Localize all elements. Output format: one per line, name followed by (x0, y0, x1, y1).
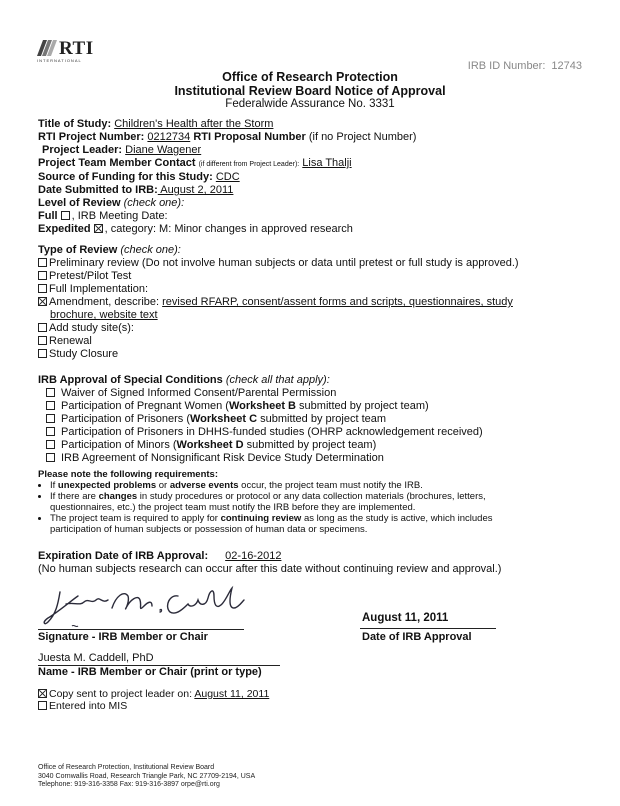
review-option-renewal (38, 335, 584, 348)
submitted-label: Date Submitted to IRB: (38, 184, 158, 196)
irb-id-label: IRB ID Number: (467, 60, 546, 72)
condition-minors (38, 439, 584, 452)
project-number-row (38, 131, 584, 144)
signature-label: Signature - IRB Member or Chair (38, 631, 208, 643)
review-option-label: Add study site(s): (49, 322, 134, 334)
review-option-full-implementation (38, 283, 584, 296)
condition-label: Participation of Minors ( (61, 439, 177, 451)
requirement-item: • If there are changes in study procedures or protocol or any data collection materials (brochures, letters, questionnaires, etc.) the project team must notify the IRB before they are implemented. (50, 491, 584, 513)
conditions-note: (check all that apply): (225, 374, 330, 386)
condition-suffix: submitted by project team (257, 413, 387, 425)
review-option-add-site (38, 322, 584, 335)
full-review-rest: , IRB Meeting Date: (71, 210, 168, 222)
submitted-value: August 2, 2011 (157, 184, 234, 196)
contact-note: (if different from Project Leader): (198, 161, 300, 168)
amendment-description-cont (38, 309, 584, 322)
level-note: (check one): (123, 197, 185, 209)
mis-label: Entered into MIS (49, 700, 128, 712)
full-implementation-checkbox[interactable] (38, 284, 47, 293)
expiration-row (38, 550, 584, 563)
footer-address (38, 764, 255, 790)
contact-label: Project Team Member Contact (38, 157, 196, 169)
funding-value: CDC (215, 171, 240, 183)
condition-pregnant (38, 400, 584, 413)
expiration (38, 550, 584, 576)
submitted-row (38, 184, 584, 197)
review-option-label: Study Closure (49, 348, 119, 360)
requirement-item: • If unexpected problems or adverse events occur, the project team must notify the IRB. (50, 480, 584, 491)
review-option-label: Full Implementation: (49, 283, 149, 295)
footer-line2: 3040 Cornwallis Road, Research Triangle Park, NC 27709-2194, USA (38, 772, 256, 780)
condition-label: Participation of Prisoners in DHHS-funded studies (OHRP acknowledgement received) (61, 426, 483, 438)
condition-waiver (38, 387, 584, 400)
level-label: Level of Review (38, 197, 121, 209)
review-option-preliminary (38, 257, 584, 270)
signature-line (38, 629, 244, 630)
condition-label: Waiver of Signed Informed Consent/Parental Permission (61, 387, 337, 399)
study-title-label: Title of Study: (38, 118, 112, 130)
expedited-review-row (38, 223, 584, 236)
approval-date-label: Date of IRB Approval (362, 631, 472, 643)
full-review-row (38, 210, 584, 223)
amendment-description-line1: revised RFARP, consent/assent forms and scripts, questionnaires, study (162, 296, 513, 308)
contact-value: Lisa Thalji (302, 157, 352, 169)
amendment-checkbox[interactable] (38, 297, 47, 306)
type-of-review-note: (check one): (120, 244, 181, 256)
requirement-item: • The project team is required to apply for continuing review as long as the study is active, which includes participation of human subjects or possession of human data or specimens. (50, 513, 584, 535)
full-review-checkbox[interactable] (61, 211, 70, 220)
footer-line3: Telephone: 919-316-3358 Fax: 919-316-3897 orpe@rti.org (38, 781, 220, 788)
expiration-note: (No human subjects research can occur after this date without continuing review and approval.) (38, 563, 502, 575)
condition-label: IRB Agreement of Nonsignificant Risk Device Study Determination (61, 452, 384, 464)
assurance-number: Federalwide Assurance No. 3331 (225, 98, 395, 110)
notice-title: Institutional Review Board Notice of Approval (174, 84, 446, 98)
pretest-checkbox[interactable] (38, 271, 47, 280)
copy-sent-row (38, 688, 584, 700)
full-label: Full (38, 210, 58, 222)
logo-subtext: INTERNATIONAL (37, 58, 82, 63)
mis-row (38, 700, 584, 712)
requirements-heading: Please note the following requirements: (38, 469, 219, 480)
preliminary-checkbox[interactable] (38, 258, 47, 267)
project-number-label: RTI Project Number: (38, 131, 145, 143)
project-leader-value: Diane Wagener (125, 144, 202, 156)
review-option-label: Preliminary review (Do not involve human subjects or data until pretest or full study is approved.) (49, 257, 519, 269)
review-option-amendment (38, 296, 584, 309)
renewal-checkbox[interactable] (38, 336, 47, 345)
special-conditions (38, 374, 584, 465)
condition-device (38, 452, 584, 465)
rti-logo-icon (37, 40, 57, 56)
proposal-number-label: RTI Proposal Number (193, 131, 306, 143)
review-option-label: Renewal (49, 335, 92, 347)
review-option-label: Amendment, describe: (49, 296, 163, 308)
closure-checkbox[interactable] (38, 349, 47, 358)
worksheet-label: Worksheet B (228, 400, 296, 412)
requirements (38, 469, 584, 535)
expiration-value: 02-16-2012 (225, 550, 282, 562)
prisoners-dhhs-checkbox[interactable] (46, 427, 55, 436)
project-number-value: 0212734 (147, 131, 191, 143)
handwritten-signature (38, 582, 258, 630)
printed-name-label: Name - IRB Member or Chair (print or type) (38, 666, 262, 678)
review-option-pretest (38, 270, 584, 283)
condition-label: Participation of Prisoners ( (61, 413, 190, 425)
condition-prisoners-dhhs (38, 426, 584, 439)
approval-date: August 11, 2011 (362, 612, 449, 624)
study-info (38, 118, 584, 236)
copy-sent-value: August 11, 2011 (194, 688, 270, 700)
funding-row (38, 171, 584, 184)
footer-line1: Office of Research Protection, Institutional Review Board (38, 764, 215, 771)
condition-suffix: submitted by project team) (243, 439, 377, 451)
proposal-number-note: (if no Project Number) (308, 131, 417, 143)
waiver-checkbox[interactable] (46, 388, 55, 397)
logo-text: RTI (59, 38, 94, 59)
expedited-label: Expedited (38, 223, 91, 235)
prisoners-checkbox[interactable] (46, 414, 55, 423)
copy-sent-label: Copy sent to project leader on: (49, 688, 193, 700)
amendment-description-line2: brochure, website text (50, 309, 158, 321)
expedited-review-checkbox[interactable] (94, 224, 103, 233)
office-title: Office of Research Protection (222, 70, 398, 84)
conditions-heading (38, 374, 584, 387)
pregnant-checkbox[interactable] (46, 401, 55, 410)
device-checkbox[interactable] (46, 453, 55, 462)
conditions-label: IRB Approval of Special Conditions (38, 374, 223, 386)
approval-date-line (360, 628, 496, 629)
expiration-label: Expiration Date of IRB Approval: (38, 550, 209, 562)
study-title-value: Children's Health after the Storm (114, 118, 274, 130)
minors-checkbox[interactable] (46, 440, 55, 449)
document-header (0, 70, 620, 111)
rti-logo (37, 38, 157, 68)
review-option-closure (38, 348, 584, 361)
condition-label: Participation of Pregnant Women ( (61, 400, 229, 412)
worksheet-label: Worksheet C (190, 413, 258, 425)
funding-label: Source of Funding for this Study: (38, 171, 213, 183)
mis-checkbox[interactable] (38, 701, 47, 710)
type-of-review-heading (38, 244, 584, 257)
requirements-list (38, 480, 584, 535)
review-option-label: Pretest/Pilot Test (49, 270, 132, 282)
condition-suffix: submitted by project team) (296, 400, 429, 412)
irb-id-value: 12743 (551, 60, 582, 72)
copy-sent-checkbox[interactable] (38, 689, 47, 698)
level-of-review-row (38, 197, 584, 210)
signature-icon (38, 582, 258, 630)
worksheet-label: Worksheet D (176, 439, 244, 451)
project-leader-row (38, 144, 584, 157)
contact-row (38, 157, 584, 171)
condition-prisoners (38, 413, 584, 426)
printed-name: Juesta M. Caddell, PhD (38, 652, 154, 664)
type-of-review (38, 244, 584, 361)
add-site-checkbox[interactable] (38, 323, 47, 332)
expedited-review-rest: , category: M: Minor changes in approved research (104, 223, 353, 235)
study-title-row (38, 118, 584, 131)
copy-section (38, 688, 584, 712)
type-of-review-label: Type of Review (38, 244, 118, 256)
project-leader-label: Project Leader: (42, 144, 123, 156)
